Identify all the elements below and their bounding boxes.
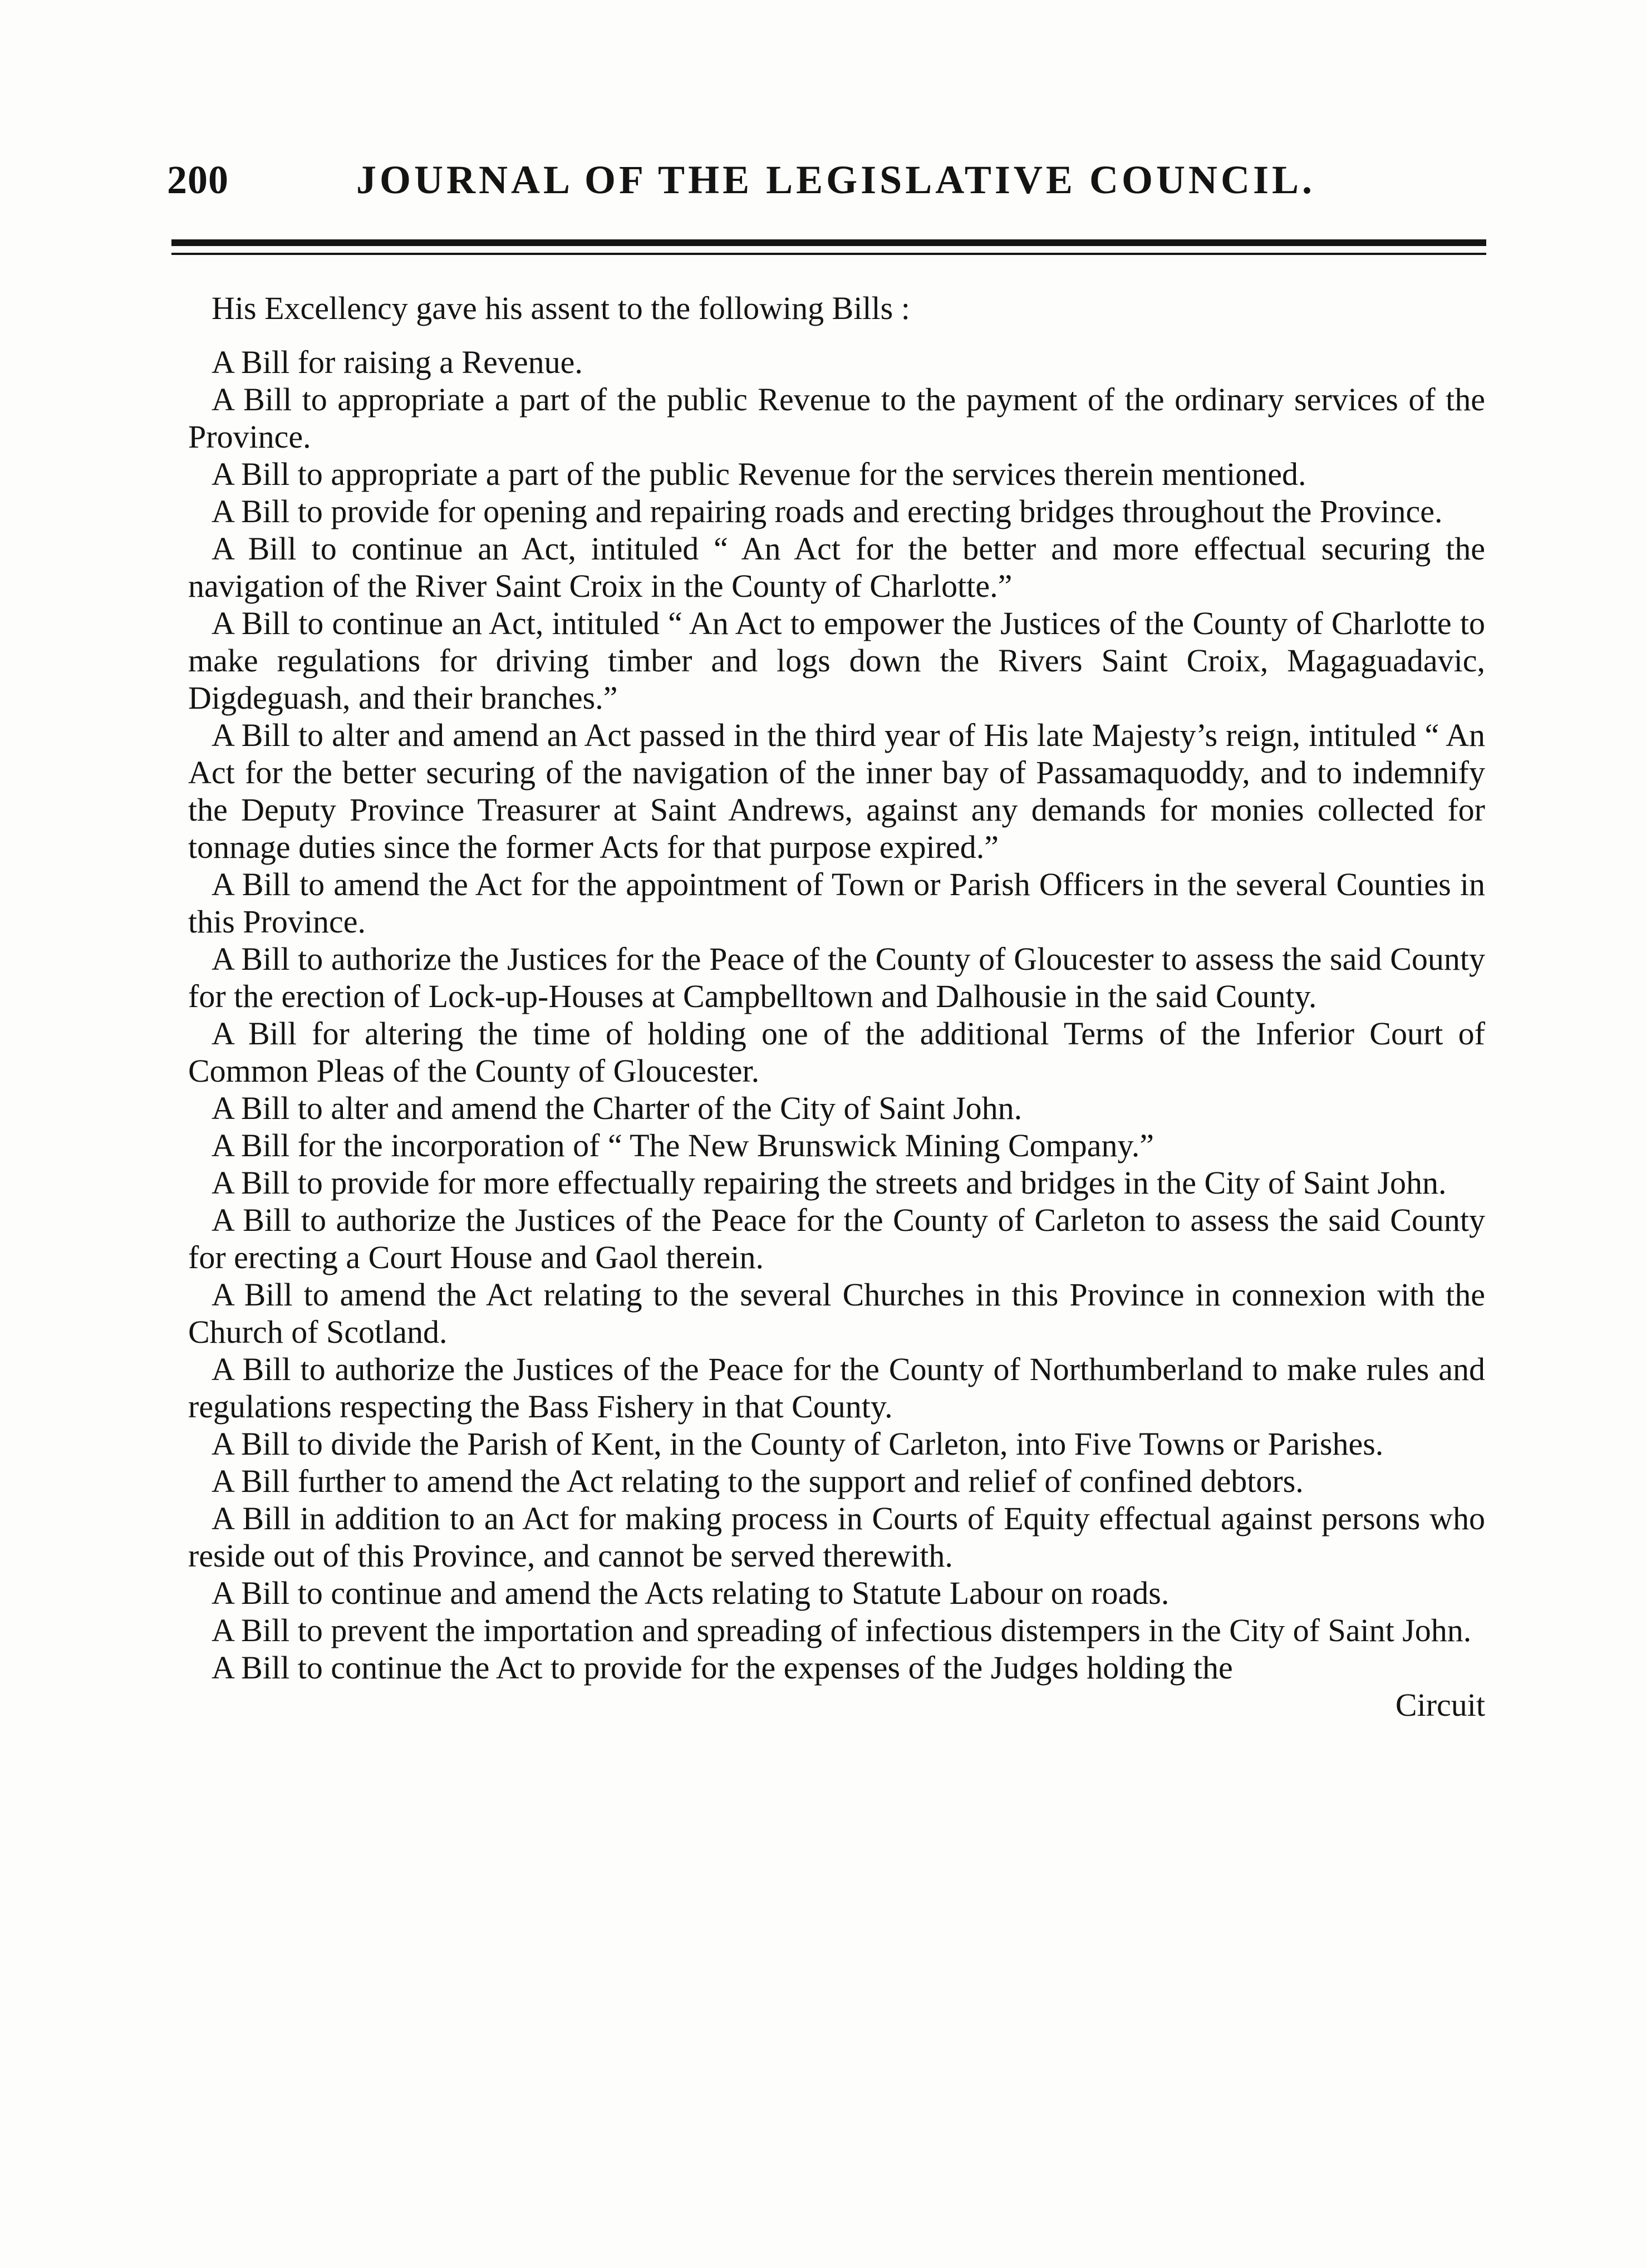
bill-item: A Bill further to amend the Act relating to the support and relief of confined debtors. [212, 1463, 1304, 1499]
page-number: 200 [167, 158, 229, 202]
bill-item: A Bill to alter and amend the Charter of the City of Saint John. [212, 1090, 1023, 1126]
bill-item: A Bill to authorize the Justices for the Peace of the County of Gloucester to assess the said County for the erection of Lock-up-Houses at Campbelltown and Dalhousie in the said County. [188, 941, 1485, 1014]
bill-item: A Bill to alter and amend an Act passed in the third year of His late Majesty’s reign, intituled “ An Act for the better securing of the navigation of the inner bay of Passamaquoddy, and to indemnify the Deputy Province Treasurer at Saint Andrews, against any demands for monies collected for tonnage duties since the former Acts for that purpose expired.” [188, 717, 1485, 865]
bill-item: A Bill for the incorporation of “ The New Brunswick Mining Company.” [212, 1127, 1154, 1164]
catchword: Circuit [1395, 1687, 1485, 1723]
bill-item: A Bill to amend the Act relating to the several Churches in this Province in connexion with the Church of Scotland. [188, 1277, 1485, 1350]
header-rule-thick [171, 239, 1486, 246]
bill-item: A Bill to continue an Act, intituled “ An Act to empower the Justices of the County of Charlotte to make regulations for driving timber and logs down the Rivers Saint Croix, Magaguadavic, Digdeguash, and their branches.” [188, 605, 1485, 716]
bill-item: A Bill to provide for more effectually repairing the streets and bridges in the City of Saint John. [212, 1165, 1447, 1201]
bill-item: A Bill to authorize the Justices of the Peace for the County of Carleton to assess the said County for erecting a Court House and Gaol therein. [188, 1202, 1485, 1275]
bill-item: A Bill to appropriate a part of the public Revenue to the payment of the ordinary services of the Province. [188, 381, 1485, 455]
running-head [167, 157, 1514, 218]
bill-item: A Bill to continue an Act, intituled “ An Act for the better and more effectual securing the navigation of the River Saint Croix in the County of Charlotte.” [188, 531, 1485, 604]
bill-item: A Bill to appropriate a part of the public Revenue for the services therein mentioned. [212, 456, 1306, 492]
bill-list [188, 343, 1485, 1686]
bill-item: A Bill for raising a Revenue. [212, 344, 583, 380]
bill-item: A Bill to continue and amend the Acts relating to Statute Labour on roads. [212, 1575, 1170, 1611]
header-rule-thin [171, 253, 1486, 255]
journal-title: JOURNAL OF THE LEGISLATIVE COUNCIL. [356, 158, 1315, 202]
bill-item: A Bill to amend the Act for the appointment of Town or Parish Officers in the several Counties in this Province. [188, 866, 1485, 940]
assent-intro: His Excellency gave his assent to the following Bills : [212, 290, 910, 326]
bill-item: A Bill to provide for opening and repairing roads and erecting bridges throughout the Province. [212, 493, 1443, 529]
body-text [188, 289, 1485, 1724]
bill-item: A Bill to authorize the Justices of the Peace for the County of Northumberland to make rules and regulations respecting the Bass Fishery in that County. [188, 1351, 1485, 1425]
bill-item: A Bill in addition to an Act for making process in Courts of Equity effectual against persons who reside out of this Province, and cannot be served therewith. [188, 1500, 1485, 1574]
bill-item: A Bill to divide the Parish of Kent, in the County of Carleton, into Five Towns or Parishes. [212, 1426, 1384, 1462]
bill-item: A Bill to continue the Act to provide for the expenses of the Judges holding the [212, 1650, 1233, 1686]
bill-item: A Bill to prevent the importation and spreading of infectious distempers in the City of Saint John. [212, 1612, 1472, 1648]
bill-item: A Bill for altering the time of holding one of the additional Terms of the Inferior Court of Common Pleas of the County of Gloucester. [188, 1015, 1485, 1089]
